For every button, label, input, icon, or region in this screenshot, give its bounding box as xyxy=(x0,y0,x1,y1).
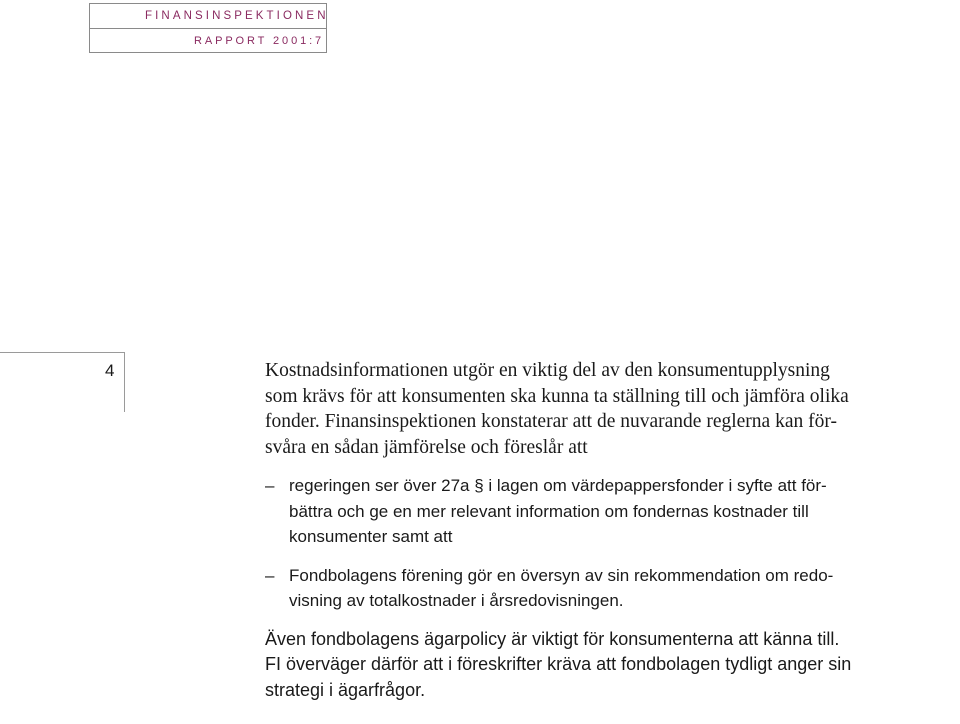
dash-bullet: – xyxy=(265,476,275,495)
text-line: FI överväger därför att i föreskrifter kräva att fondbolagen tydligt anger sin xyxy=(265,654,852,674)
text-line: bättra och ge en mer relevant information om fondernas kostnader till xyxy=(289,501,809,521)
page-number: 4 xyxy=(105,361,115,380)
closing-paragraph xyxy=(265,627,959,704)
dash-bullet: – xyxy=(265,565,275,585)
text-line: visning av totalkostnader i årsredovisningen. xyxy=(289,591,624,610)
intro-paragraph xyxy=(265,358,959,460)
text-line: Fondbolagens förening gör en översyn av sin rekommendation om redo- xyxy=(289,565,834,585)
text-line: som krävs för att konsumenten ska kunna ta ställning till och jämföra olika xyxy=(265,385,849,407)
text-line: Även fondbolagens ägarpolicy är viktigt för konsumenterna att känna till. xyxy=(265,628,840,649)
header-report-id: RAPPORT 2001:7 xyxy=(194,35,325,47)
list-item xyxy=(265,473,959,550)
text-line: fonder. Finansinspektionen konstaterar att de nuvarande reglerna kan för- xyxy=(265,411,837,432)
body-text xyxy=(265,358,959,703)
margin-rule-vertical xyxy=(124,352,125,412)
report-header xyxy=(89,3,327,53)
text-line: svåra en sådan jämförelse och föreslår att xyxy=(265,436,588,458)
margin-rule-horizontal xyxy=(0,352,125,353)
text-line: Kostnadsinformationen utgör en viktig del av den konsumentupplysning xyxy=(265,360,830,381)
text-line: konsumenter samt att xyxy=(289,527,453,546)
text-line: strategi i ägarfrågor. xyxy=(265,679,426,700)
header-org: FINANSINSPEKTIONEN xyxy=(90,4,326,29)
list-item xyxy=(265,563,959,614)
text-line: regeringen ser över 27a § i lagen om värdepappersfonder i syfte att för- xyxy=(289,476,827,495)
